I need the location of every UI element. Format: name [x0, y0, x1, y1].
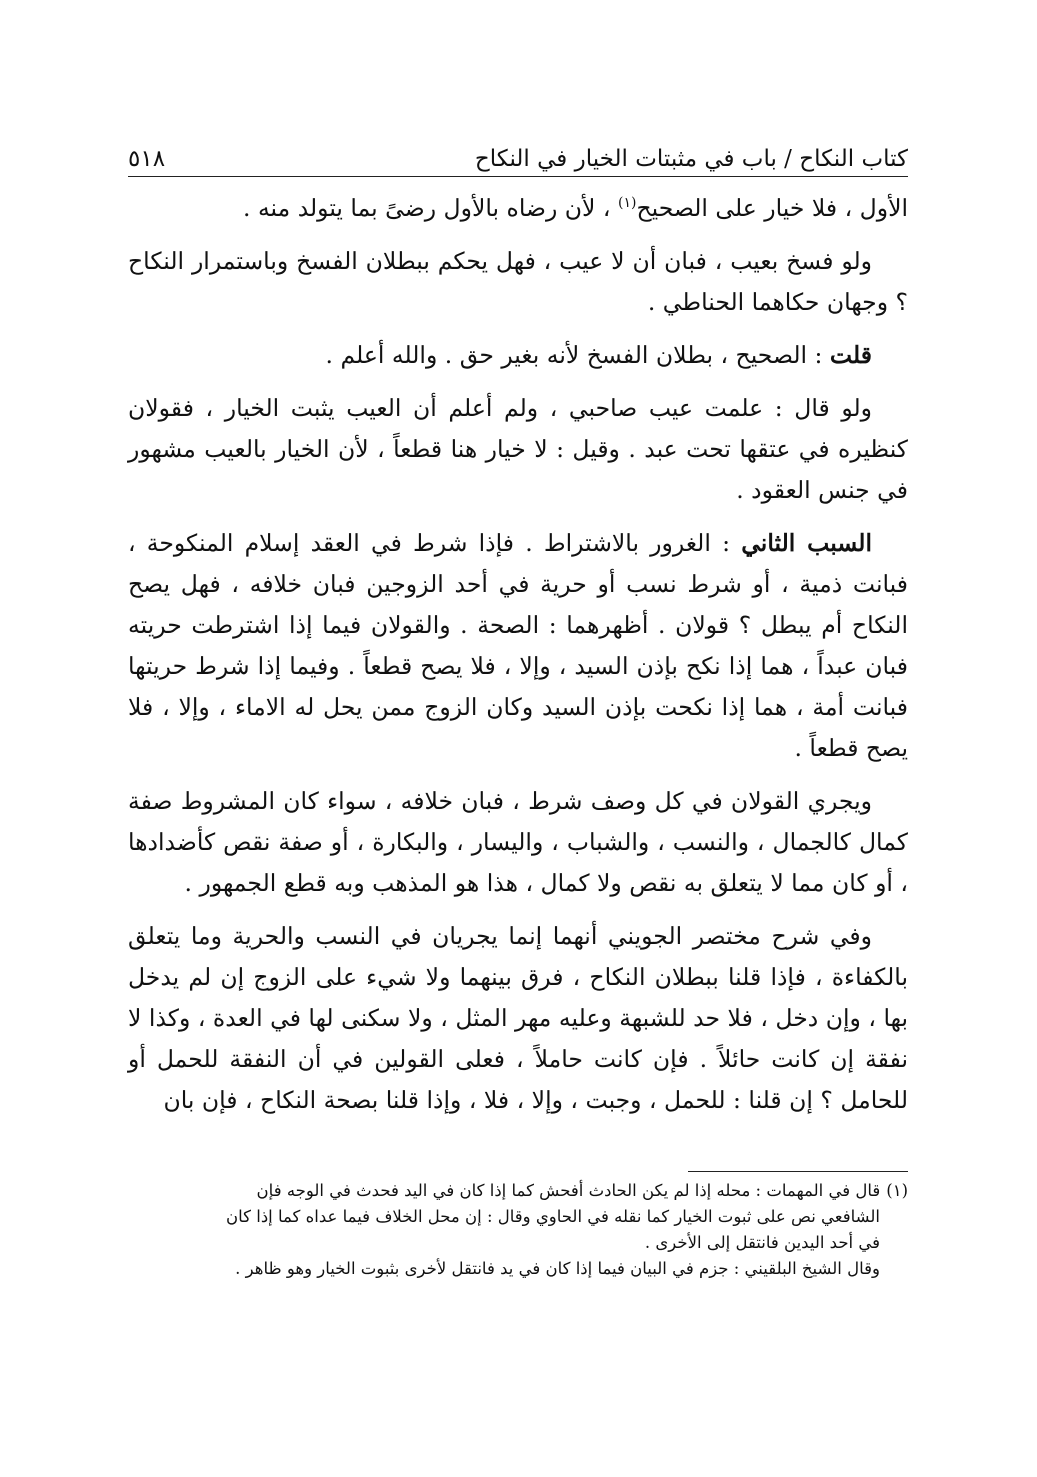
- footnote-text: وقال الشيخ البلقيني : جزم في البيان فيما إذا كان في يد فانتقل لأخرى بثبوت الخيار وهو ظاهر .: [235, 1259, 880, 1278]
- footnote-divider: [688, 1171, 908, 1172]
- paragraph-5-text: : الغرور بالاشتراط . فإذا شرط في العقد إسلام المنكوحة ، فبانت ذمية ، أو شرط نسب أو حرية في أحد الزوجين فبان خلافه ، فهل يصح النكاح أم يبطل ؟ قولان . أظهرهما : الصحة . والقولان فيما إذا اشترطت حريته فبان عبداً ، هما إذا نكح بإذن السيد ، وإلا ، فلا يصح قطعاً . وفيما إذا شرط حريتها فبانت أمة ، هما إذا نكحت بإذن السيد وكان الزوج ممن يحل له الاماء ، وإلا ، فلا يصح قطعاً .: [128, 529, 908, 762]
- footnote-text: قال في المهمات : محله إذا لم يكن الحادث أفحش كما إذا كان في اليد فحدث في الوجه فإن: [256, 1181, 881, 1200]
- paragraph-3: [128, 335, 908, 376]
- page-number: ٥١٨: [128, 146, 166, 172]
- paragraph-1-start: الأول ، فلا خيار على الصحيح: [636, 194, 908, 222]
- footnote-number: (١): [886, 1181, 908, 1200]
- paragraph-1-text: ، لأن رضاه بالأول رضىً بما يتولد منه .: [243, 194, 618, 222]
- paragraph-5: [128, 523, 908, 769]
- paragraph-7: [128, 916, 908, 1121]
- paragraph-3-lead: قلت: [829, 341, 872, 369]
- chapter-title: كتاب النكاح / باب في مثبتات الخيار في النكاح: [474, 146, 908, 172]
- paragraph-2-text: ولو فسخ بعيب ، فبان أن لا عيب ، فهل يحكم ببطلان الفسخ وباستمرار النكاح ؟ وجهان حكاهما الحناطي .: [128, 247, 908, 316]
- paragraph-1: [128, 188, 908, 229]
- footnote-text: الشافعي نص على ثبوت الخيار كما نقله في الحاوي وقال : إن محل الخلاف فيما عداه كما إذا كان: [225, 1207, 880, 1226]
- paragraph-5-lead: السبب الثاني: [741, 529, 872, 557]
- paragraph-6-text: ويجري القولان في كل وصف شرط ، فبان خلافه ، سواء كان المشروط صفة كمال كالجمال ، والنسب ، والشباب ، واليسار ، والبكارة ، أو صفة نقص كأضدادها ، أو كان مما لا يتعلق به نقص ولا كمال ، هذا هو المذهب وبه قطع الجمهور .: [128, 787, 908, 897]
- paragraph-7-text: وفي شرح مختصر الجويني أنهما إنما يجريان في النسب والحرية وما يتعلق بالكفاءة ، فإذا قلنا ببطلان النكاح ، فرق بينهما ولا شيء على الزوج إن لم يدخل بها ، وإن دخل ، فلا حد للشبهة وعليه مهر المثل ، ولا سكنى لها في العدة ، وكذا لا نفقة إن كانت حائلاً . فإن كانت حاملاً ، فعلى القولين في أن النفقة للحمل أو للحامل ؟ إن قلنا : للحمل ، وجبت ، وإلا ، فلا ، وإذا قلنا بصحة النكاح ، فإن بان: [128, 922, 908, 1114]
- footnote-reference: (١): [617, 195, 637, 212]
- paragraph-4-text: ولو قال : علمت عيب صاحبي ، ولم أعلم أن العيب يثبت الخيار ، فقولان كنظيره في عتقها تحت عبد . وقيل : لا خيار هنا قطعاً ، لأن الخيار بالعيب مشهور في جنس العقود .: [128, 394, 908, 504]
- header-divider: [128, 176, 908, 177]
- footnote-line: [128, 1204, 908, 1230]
- paragraph-6: [128, 781, 908, 904]
- main-text: [128, 188, 908, 1133]
- paragraph-3-text: : الصحيح ، بطلان الفسخ لأنه بغير حق . والله أعلم .: [325, 341, 830, 369]
- running-header: [128, 128, 908, 174]
- paragraph-4: [128, 388, 908, 511]
- footnote-line: [128, 1256, 908, 1282]
- footnote-line: [128, 1230, 908, 1256]
- footnote-text: في أحد اليدين فانتقل إلى الأخرى .: [644, 1233, 880, 1252]
- footnote-line: [128, 1178, 908, 1204]
- paragraph-2: [128, 241, 908, 323]
- footnotes: [128, 1178, 908, 1282]
